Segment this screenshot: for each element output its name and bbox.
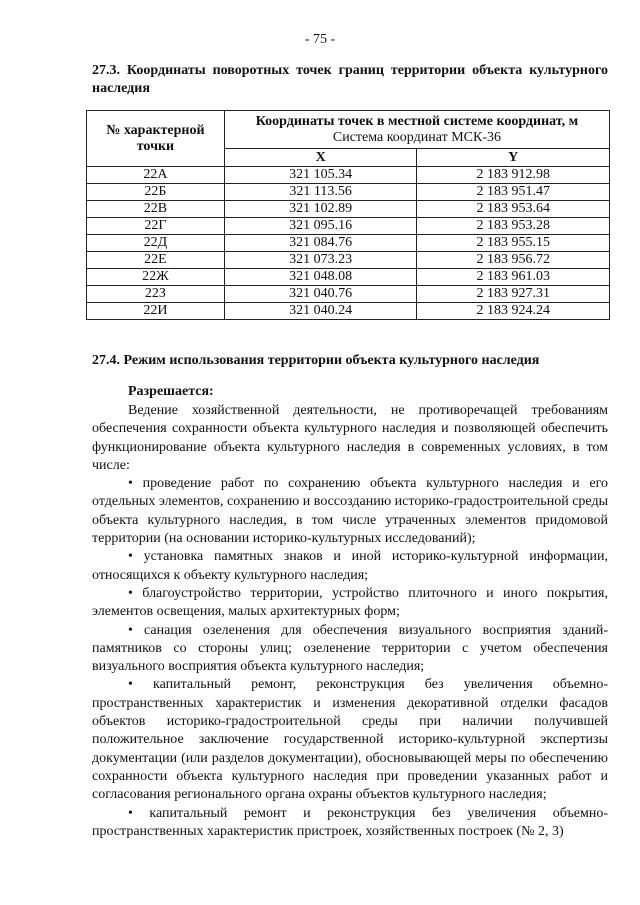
- table-row: [87, 252, 610, 269]
- table-row: [87, 218, 610, 235]
- y-cell: 2 183 953.28: [417, 218, 610, 235]
- header-coordinates: [224, 111, 609, 149]
- point-cell: 22Ж: [87, 269, 225, 286]
- table-row: [87, 184, 610, 201]
- header-coordinate-system: Система координат МСК-36: [332, 129, 501, 145]
- y-cell: 2 183 951.47: [417, 184, 610, 201]
- x-cell: 321 040.76: [224, 286, 417, 303]
- x-cell: 321 040.24: [224, 303, 417, 320]
- header-point-number: № характерной точки: [87, 111, 225, 167]
- list-item: • санация озеленения для обеспечения визуального восприятия зданий-памятников со стороны улиц; озеленение территории с учетом обеспечения визуального восприятия объекта культурного наследия;: [92, 622, 608, 677]
- point-cell: 22Г: [87, 218, 225, 235]
- list-item: • проведение работ по сохранению объекта культурного наследия и его отдельных элементов, сохранению и воссозданию историко-градостроительной среды объекта культурного наследия, в том числе утраченных элементов придомовой территории (на основании историко-культурных исследований);: [92, 475, 608, 548]
- point-cell: 22Б: [87, 184, 225, 201]
- x-cell: 321 073.23: [224, 252, 417, 269]
- point-cell: 22Д: [87, 235, 225, 252]
- y-cell: 2 183 961.03: [417, 269, 610, 286]
- header-y: Y: [417, 149, 610, 167]
- table-row: [87, 167, 610, 184]
- x-cell: 321 113.56: [224, 184, 417, 201]
- point-cell: 22Е: [87, 252, 225, 269]
- list-item: • благоустройство территории, устройство плиточного и иного покрытия, элементов освещения, малых архитектурных форм;: [92, 585, 608, 622]
- header-coordinates-title: Координаты точек в местной системе координат, м: [255, 113, 579, 129]
- section-heading-27-3: 27.3. Координаты поворотных точек границ территории объекта культурного наследия: [92, 63, 608, 96]
- point-cell: 22З: [87, 286, 225, 303]
- coordinates-table: [86, 110, 610, 320]
- page-number: - 75 -: [304, 32, 336, 47]
- intro-paragraph: Ведение хозяйственной деятельности, не противоречащей требованиям обеспечения сохранности объекта культурного наследия и позволяющей обеспечить функционирование объекта культурного наследия в современных условиях, в том числе:: [92, 403, 608, 473]
- table-row: [87, 201, 610, 218]
- y-cell: 2 183 927.31: [417, 286, 610, 303]
- table-row: [87, 286, 610, 303]
- y-cell: 2 183 924.24: [417, 303, 610, 320]
- table-row: [87, 303, 610, 320]
- section-body: [92, 402, 608, 841]
- x-cell: 321 048.08: [224, 269, 417, 286]
- y-cell: 2 183 912.98: [417, 167, 610, 184]
- point-cell: 22А: [87, 167, 225, 184]
- y-cell: 2 183 953.64: [417, 201, 610, 218]
- table-row: [87, 235, 610, 252]
- list-item: • установка памятных знаков и иной историко-культурной информации, относящихся к объекту культурного наследия;: [92, 548, 608, 585]
- x-cell: 321 105.34: [224, 167, 417, 184]
- y-cell: 2 183 955.15: [417, 235, 610, 252]
- x-cell: 321 095.16: [224, 218, 417, 235]
- point-cell: 22В: [87, 201, 225, 218]
- permitted-label: Разрешается:: [128, 384, 214, 399]
- list-item: • капитальный ремонт и реконструкция без увеличения объемно-пространственных характеристик пристроек, хозяйственных построек (№ 2, 3): [92, 805, 608, 842]
- point-cell: 22И: [87, 303, 225, 320]
- y-cell: 2 183 956.72: [417, 252, 610, 269]
- coordinates-table-body: [87, 167, 610, 320]
- x-cell: 321 084.76: [224, 235, 417, 252]
- permitted-activities-list: [92, 475, 608, 841]
- table-row: [87, 269, 610, 286]
- section-heading-27-4: 27.4. Режим использования территории объекта культурного наследия: [92, 353, 540, 368]
- header-x: X: [224, 149, 417, 167]
- list-item: • капитальный ремонт, реконструкция без увеличения объемно-пространственных характеристик и изменения декоративной отделки фасадов объектов историко-градостроительной среды при наличии получившей положительное заключение государственной историко-культурной экспертизы документации (или разделов документации), обосновывающей меры по обеспечению сохранности объекта культурного наследия при проведении указанных работ и согласования регионального органа охраны объектов культурного наследия;: [92, 676, 608, 804]
- x-cell: 321 102.89: [224, 201, 417, 218]
